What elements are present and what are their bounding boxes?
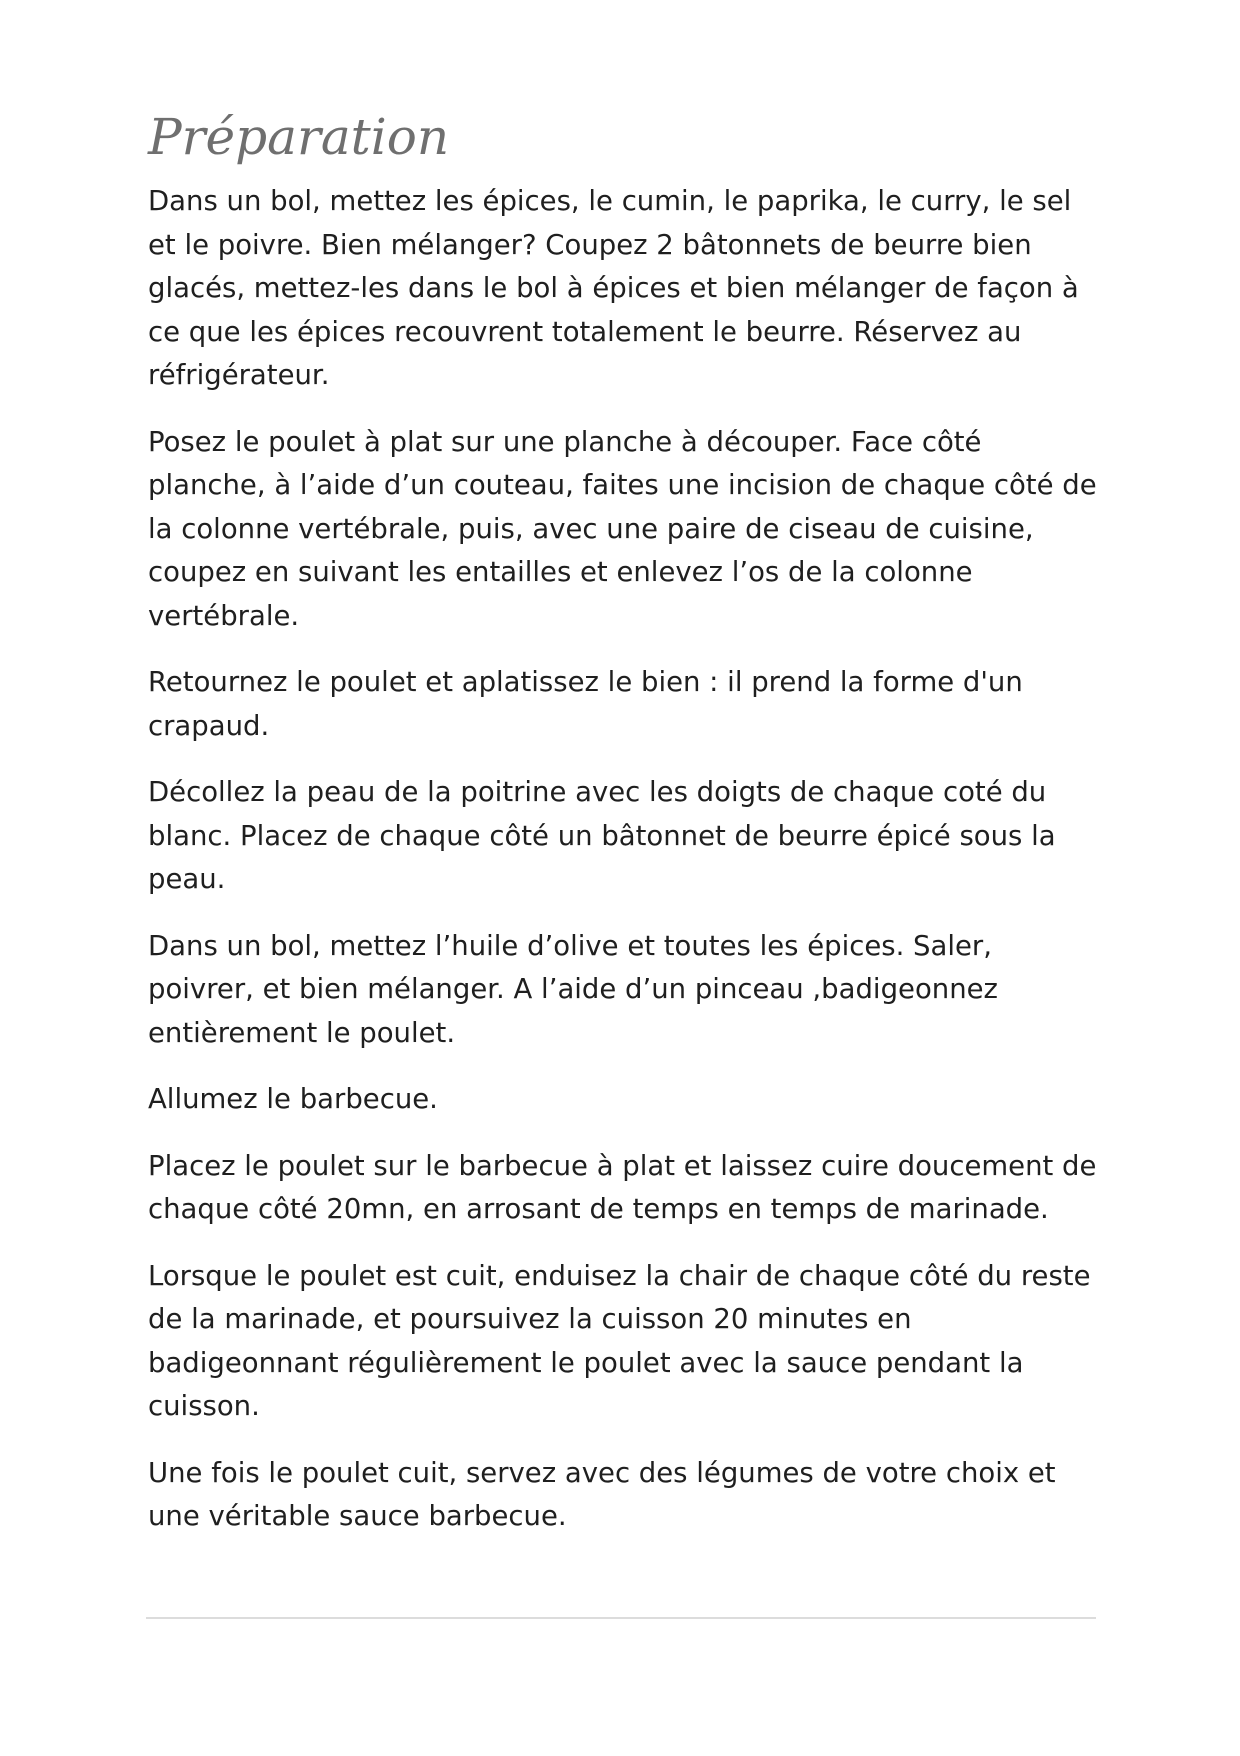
paragraph-step-1: Dans un bol, mettez les épices, le cumin, le paprika, le curry, le sel et le poivre. Bien mélanger? Coupez 2 bâtonnets de beurre bien glacés, mettez-les dans le bol à épices et bien mélanger de façon à ce que les épices recouvrent totalement le beurre. Réservez au réfrigérateur. [148, 185, 1079, 391]
paragraph-step-2: Posez le poulet à plat sur une planche à découper. Face côté planche, à l’aide d’un couteau, faites une incision de chaque côté de la colonne vertébrale, puis, avec une paire de ciseau de cuisine, coupez en suivant les entailles et enlevez l’os de la colonne vertébrale. [148, 425, 1097, 632]
paragraph-step-6: Allumez le barbecue. [148, 1083, 438, 1115]
bottom-divider [146, 1617, 1096, 1619]
paragraph-step-9: Une fois le poulet cuit, servez avec des légumes de votre choix et une véritable sauce barbecue. [148, 1456, 1056, 1532]
preparation-steps [148, 180, 1098, 1562]
paragraph-step-4: Décollez la peau de la poitrine avec les doigts de chaque coté du blanc. Placez de chaque côté un bâtonnet de beurre épicé sous la peau. [148, 776, 1056, 895]
paragraph-step-5: Dans un bol, mettez l’huile d’olive et toutes les épices. Saler, poivrer, et bien mélanger. A l’aide d’un pinceau ,badigeonnez entièrement le poulet. [148, 929, 998, 1049]
paragraph-step-3: Retournez le poulet et aplatissez le bien : il prend la forme d'un crapaud. [148, 666, 1023, 742]
page-title: Préparation [148, 108, 450, 166]
paragraph-step-8: Lorsque le poulet est cuit, enduisez la chair de chaque côté du reste de la marinade, et poursuivez la cuisson 20 minutes en badigeonnant régulièrement le poulet avec la sauce pendant la cuisson. [148, 1259, 1091, 1422]
paragraph-step-7: Placez le poulet sur le barbecue à plat et laissez cuire doucement de chaque côté 20mn, en arrosant de temps en temps de marinade. [148, 1149, 1097, 1225]
